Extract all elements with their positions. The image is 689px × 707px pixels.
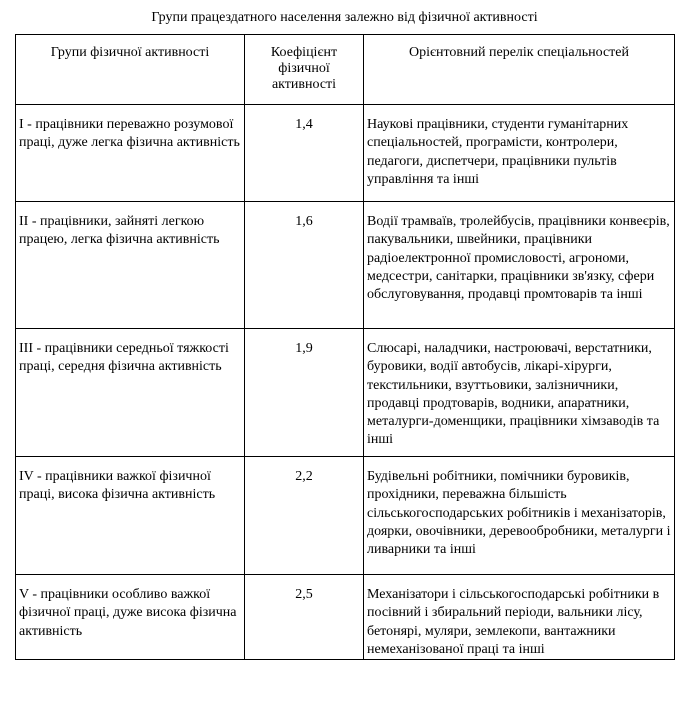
- group-cell: IV - працівники важкої фізичної праці, висока фізична активність: [16, 457, 245, 575]
- table-row: [16, 575, 675, 660]
- specialties-cell: Будівельні робітники, помічники буровиків, прохідники, переважна більшість сільськогосподарських робітників і механізаторів, доярки, овочівники, деревообробники, металурги і ливарники та інші: [364, 457, 675, 575]
- group-cell: II - працівники, зайняті легкою працею, легка фізична активність: [16, 202, 245, 329]
- table-row: [16, 329, 675, 457]
- specialties-cell: Водії трамваїв, тролейбусів, працівники конвеєрів, пакувальники, швейники, працівники радіоелектронної промисловості, агрономи, медсестри, санітарки, працівники зв'язку, сфери обслуговування, продавці промтоварів та інші: [364, 202, 675, 329]
- table-caption: Групи працездатного населення залежно від фізичної активності: [151, 10, 538, 25]
- coefficient-cell: 1,6: [245, 202, 364, 329]
- header-specialties: Орієнтовний перелік спеціальностей: [364, 35, 675, 105]
- specialties-cell: Наукові працівники, студенти гуманітарних спеціальностей, програмісти, контролери, педагоги, диспетчери, працівники пультів управління та інші: [364, 105, 675, 202]
- header-row: [16, 35, 675, 105]
- specialties-cell: Слюсарі, наладчики, настроювачі, верстатники, буровики, водії автобусів, лікарі-хірурги, текстильники, взуттьовики, залізничники, продавці продтоварів, водники, апаратники, металурги-доменщики, працівники хімзаводів та інші: [364, 329, 675, 457]
- specialties-cell: Механізатори і сільськогосподарські робітники в посівний і збиральний періоди, вальники лісу, бетонярі, муляри, землекопи, вантажники немеханізованої праці та інші: [364, 575, 675, 660]
- table-row: [16, 105, 675, 202]
- group-cell: III - працівники середньої тяжкості праці, середня фізична активність: [16, 329, 245, 457]
- coefficient-cell: 1,9: [245, 329, 364, 457]
- group-cell: I - працівники переважно розумової праці, дуже легка фізична активність: [16, 105, 245, 202]
- header-coefficient: Коефіцієнт фізичної активності: [245, 35, 364, 105]
- table-row: [16, 457, 675, 575]
- coefficient-cell: 1,4: [245, 105, 364, 202]
- header-group: Групи фізичної активності: [16, 35, 245, 105]
- table-row: [16, 202, 675, 329]
- group-cell: V - працівники особливо важкої фізичної праці, дуже висока фізична активність: [16, 575, 245, 660]
- activity-groups-table: [15, 34, 675, 660]
- coefficient-cell: 2,5: [245, 575, 364, 660]
- coefficient-cell: 2,2: [245, 457, 364, 575]
